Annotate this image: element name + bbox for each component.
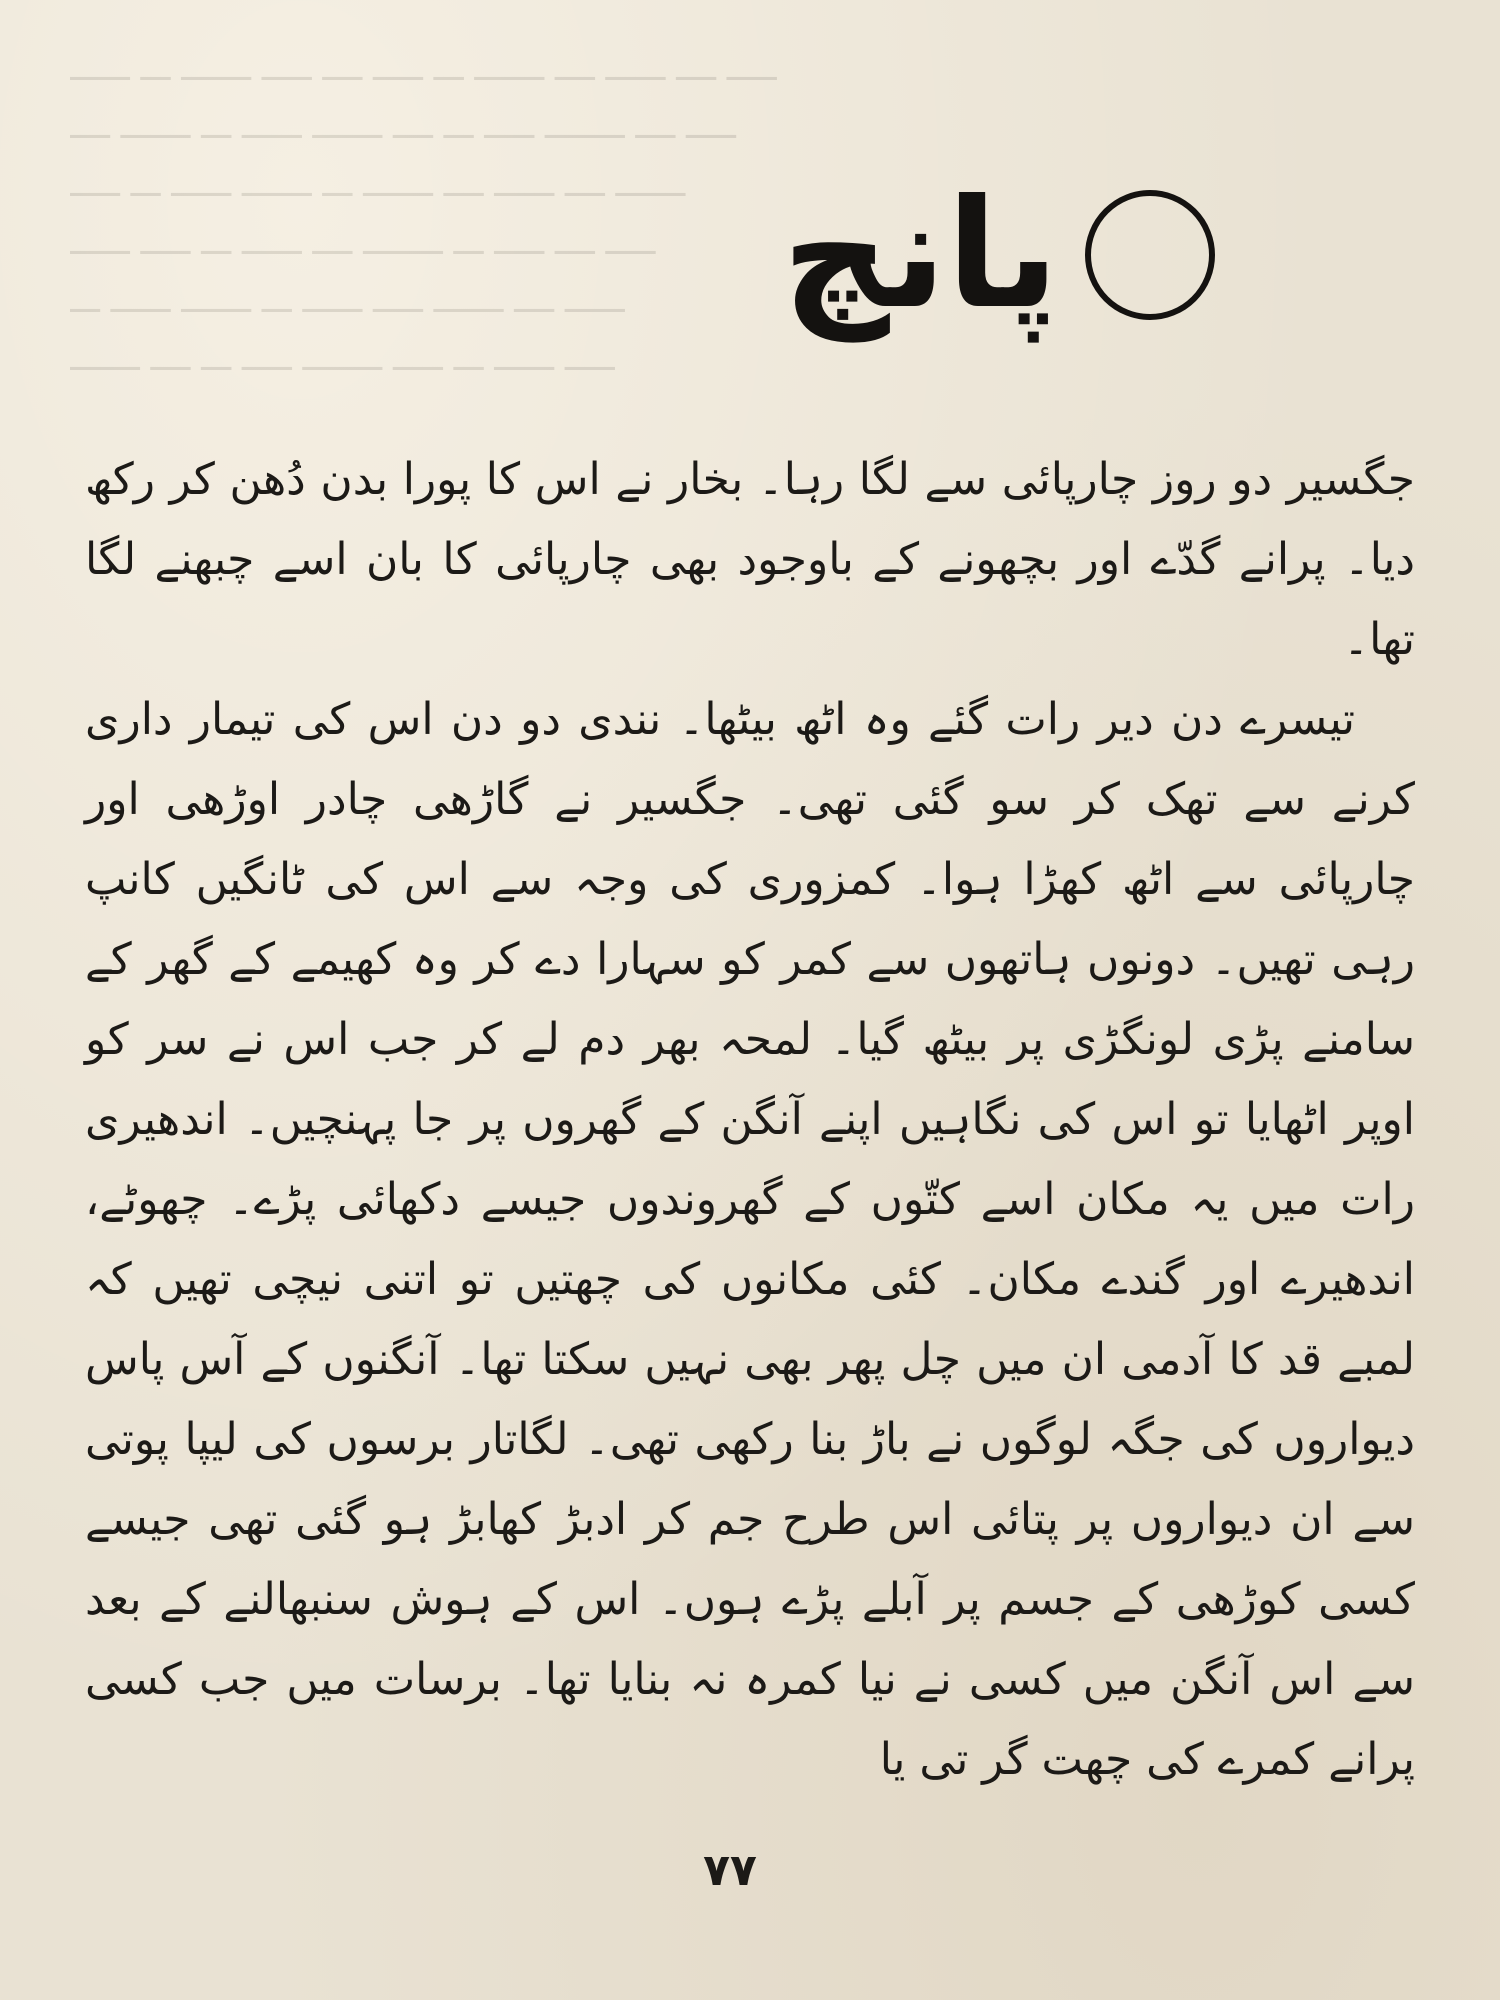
chapter-heading (782, 130, 1215, 380)
bleed-through-text: ــــــ ـــ ـــــــ ـــــ ــــ ـــــ ـــ ـــــــ ــــ ــــــ ــــ ـــــ ــــ ـــــــ ـــ ــــــ ـــــــ ــــ ـــ ـــــ ــــــــ ــــ ـــــ ـــــ ـــ ــــــ ـــــــ ـــ ـــــــ ــــ ــــــ ــــ ـــــــ ــــــ ـــــ ـــ ــــــ ــــ ــــــــ ـــ ـــــ ــــ ـــــ ـــ ــــــ ـــــــ ـــ ــــــ ـــــ ـــــــ ــــ ــــــ ـــــــ ــــ ـــ ـــــ ــــــــ ـــــ ـــ ــــــ ـــــ (70, 49, 777, 379)
paragraph-2: تیسرے دن دیر رات گئے وہ اٹھ بیٹھا۔ نندی دو دن اس کی تیمار داری کرنے سے تھک کر سو گئی تھی۔ جگسیر نے گاڑھی چادر اوڑھی اور چارپائی سے اٹھ کھڑا ہوا۔ کمزوری کی وجہ سے اس کی ٹانگیں کانپ رہی تھیں۔ دونوں ہاتھوں سے کمر کو سہارا دے کر وہ کھیمے کے گھر کے سامنے پڑی لونگڑی پر بیٹھ گیا۔ لمحہ بھر دم لے کر جب اس نے سر کو اوپر اٹھایا تو اس کی نگاہیں اپنے آنگن کے گھروں پر جا پہنچیں۔ اندھیری رات میں یہ مکان اسے کتّوں کے گھروندوں جیسے دکھائی پڑے۔ چھوٹے، اندھیرے اور گندے مکان۔ کئی مکانوں کی چھتیں تو اتنی نیچی تھیں کہ لمبے قد کا آدمی ان میں چل پھر بھی نہیں سکتا تھا۔ آنگنوں کے آس پاس دیواروں کی جگہ لوگوں نے باڑ بنا رکھی تھی۔ لگاتار برسوں کی لیپا پوتی سے ان دیواروں پر پتائی اس طرح جم کر ادبڑ کھابڑ ہو گئی تھی جیسے کسی کوڑھی کے جسم پر آبلے پڑے ہوں۔ اس کے ہوش سنبھالنے کے بعد سے اس آنگن میں کسی نے نیا کمرہ نہ بنایا تھا۔ برسات میں جب کسی پرانے کمرے کی چھت گر تی یا (85, 694, 1416, 1785)
page-number: ۷۷ (703, 1845, 757, 1896)
body-text (85, 440, 1415, 1800)
chapter-circle-icon (1085, 190, 1215, 320)
chapter-title: پانچ (781, 168, 1059, 342)
paragraph-1: جگسیر دو روز چارپائی سے لگا رہا۔ بخار نے اس کا پورا بدن دُھن کر رکھ دیا۔ پرانے گدّے اور بچھونے کے باوجود بھی چارپائی کا بان اسے چبھنے لگا تھا۔ (85, 454, 1415, 665)
